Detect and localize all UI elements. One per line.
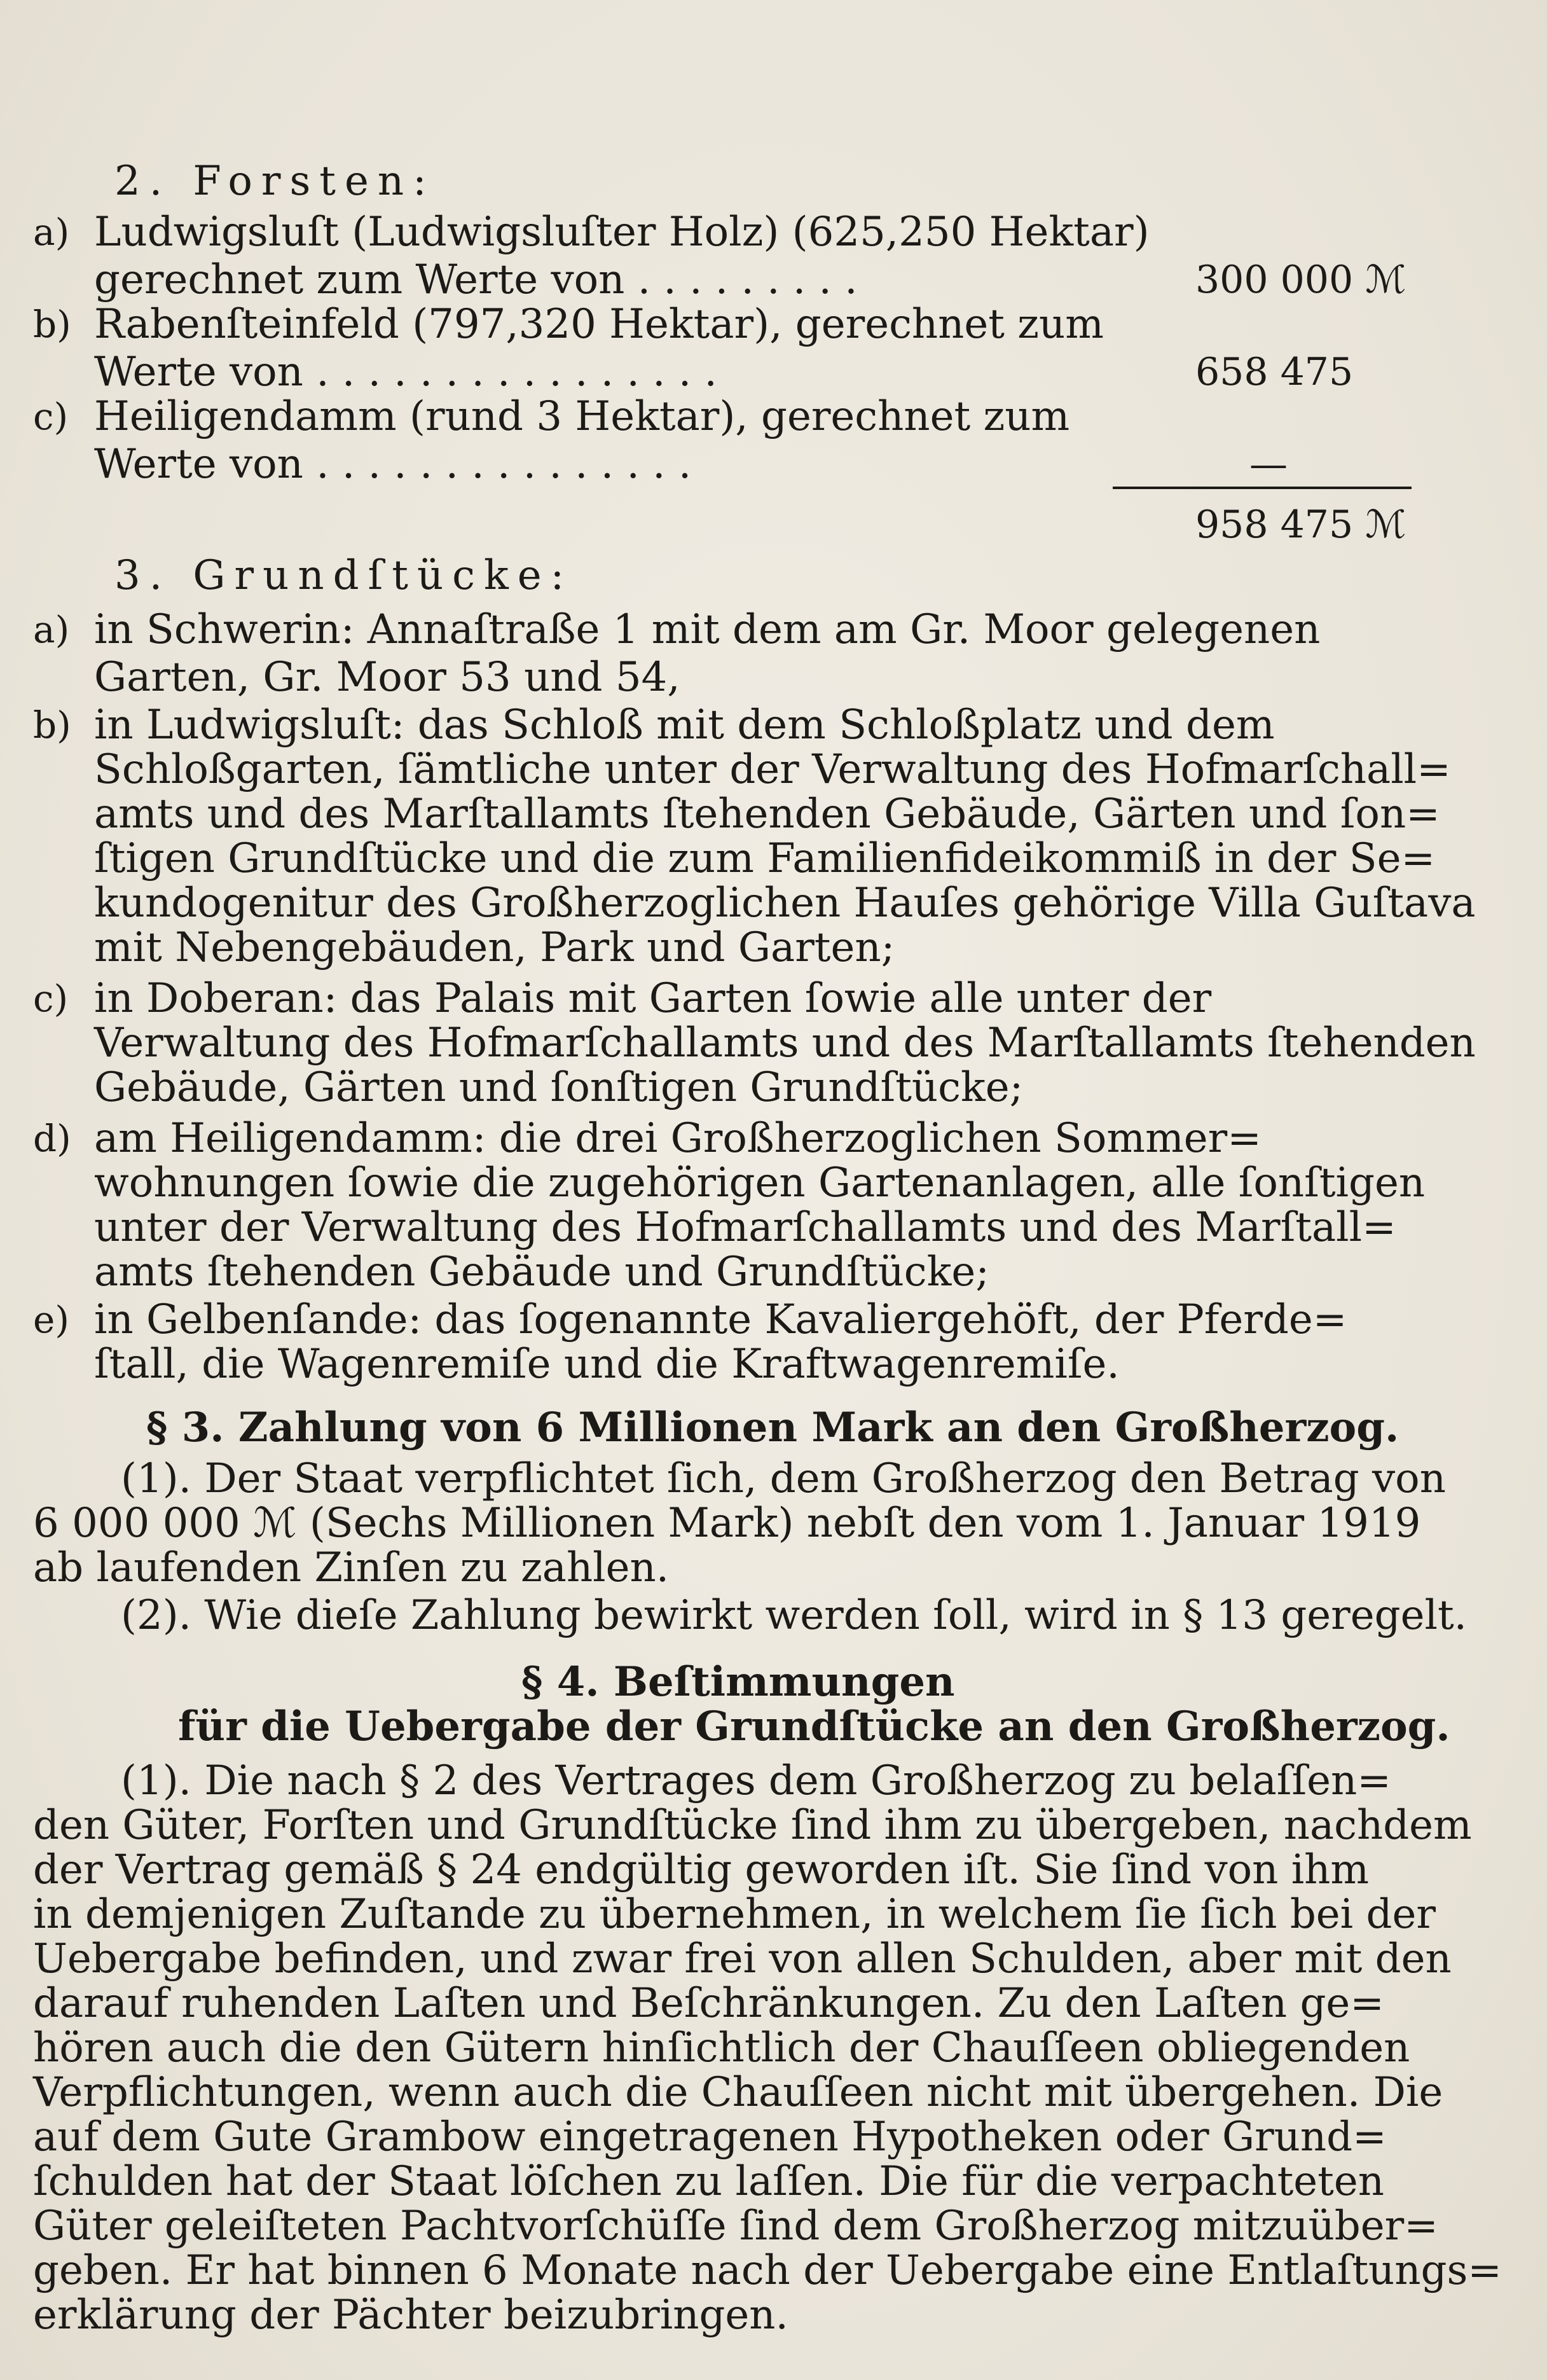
text-line: (1). Die nach § 2 des Vertrages dem Großherzog zu belaſſen=: [121, 1757, 1391, 1804]
section-heading-forsten: 2. Forsten:: [114, 158, 436, 205]
item-label: d): [33, 1117, 71, 1160]
text-line: Gebäude, Gärten und ſonſtigen Grundſtücke;: [94, 1064, 1024, 1111]
text-line: in Schwerin: Annaſtraße 1 mit dem am Gr. Moor gelegenen: [94, 606, 1321, 653]
text-line: Garten, Gr. Moor 53 und 54,: [94, 654, 680, 701]
paragraph-heading: § 4. Beſtimmungen: [521, 1658, 955, 1706]
text-line: in Ludwigsluſt: das Schloß mit dem Schloßplatz und dem: [94, 702, 1275, 749]
text-line: gerechnet zum Werte von . . . . . . . . .: [94, 256, 858, 303]
text-line: in Doberan: das Palais mit Garten ſowie alle unter der: [94, 975, 1212, 1022]
text-line: (1). Der Staat verpflichtet ſich, dem Großherzog den Betrag von: [121, 1455, 1446, 1502]
text-line: erklärung der Pächter beizubringen.: [33, 2292, 788, 2339]
text-line: Güter geleiſteten Pachtvorſchüſſe ſind dem Großherzog mitzuüber=: [33, 2203, 1438, 2250]
text-line: unter der Verwaltung des Hofmarſchallamts und des Marſtall=: [94, 1204, 1396, 1251]
text-line: Verwaltung des Hofmarſchallamts und des Marſtallamts ſtehenden: [94, 1020, 1476, 1067]
text-line: der Vertrag gemäß § 24 endgültig geworden iſt. Sie ſind von ihm: [33, 1846, 1370, 1893]
text-line: geben. Er hat binnen 6 Monate nach der Uebergabe eine Entlaſtungs=: [33, 2247, 1502, 2294]
text-line: Ludwigsluſt (Ludwigsluſter Holz) (625,250 Hektar): [94, 209, 1150, 256]
paragraph-subheading: für die Uebergabe der Grundſtücke an den Großherzog.: [178, 1703, 1450, 1750]
text-line: ab laufenden Zinſen zu zahlen.: [33, 1544, 670, 1591]
sum-rule: [1113, 487, 1412, 489]
amount-value: 658 475: [1195, 350, 1354, 394]
text-line: 6 000 000 ℳ (Sechs Millionen Mark) nebſt den vom 1. Januar 1919: [33, 1500, 1421, 1547]
section-heading-grundstuecke: 3. Grundſtücke:: [114, 552, 574, 599]
amount-value: —: [1249, 442, 1288, 487]
item-label: a): [33, 608, 70, 651]
item-label: c): [33, 977, 69, 1020]
text-line: mit Nebengebäuden, Park und Garten;: [94, 924, 895, 971]
text-line: Werte von . . . . . . . . . . . . . . . .: [94, 349, 717, 396]
item-label: c): [33, 395, 69, 438]
text-line: Verpflichtungen, wenn auch die Chauſſeen nicht mit übergehen. Die: [33, 2069, 1443, 2116]
item-label: b): [33, 703, 71, 747]
text-line: den Güter, Forſten und Grundſtücke ſind ihm zu übergeben, nachdem: [33, 1802, 1472, 1849]
item-label: a): [33, 211, 70, 254]
text-line: Werte von . . . . . . . . . . . . . . .: [94, 441, 692, 488]
text-line: ſtigen Grundſtücke und die zum Familienfideikommiß in der Se=: [94, 835, 1436, 882]
text-line: am Heiligendamm: die drei Großherzoglichen Sommer=: [94, 1115, 1262, 1162]
item-label: b): [33, 303, 71, 346]
text-line: in demjenigen Zuſtande zu übernehmen, in welchem ſie ſich bei der: [33, 1891, 1436, 1938]
text-line: ſchulden hat der Staat löſchen zu laſſen. Die für die verpachteten: [33, 2158, 1384, 2205]
total-amount: 958 475 ℳ: [1195, 502, 1406, 547]
text-line: (2). Wie dieſe Zahlung bewirkt werden ſoll, wird in § 13 geregelt.: [121, 1592, 1467, 1639]
text-line: auf dem Gute Grambow eingetragenen Hypotheken oder Grund=: [33, 2114, 1387, 2161]
paragraph-heading: § 3. Zahlung von 6 Millionen Mark an den Großherzog.: [146, 1404, 1399, 1451]
text-line: kundogenitur des Großherzoglichen Hauſes gehörige Villa Guſtava: [94, 880, 1476, 927]
text-line: amts und des Marſtallamts ſtehenden Gebäude, Gärten und ſon=: [94, 791, 1440, 838]
text-line: wohnungen ſowie die zugehörigen Gartenanlagen, alle ſonſtigen: [94, 1159, 1426, 1207]
text-line: ſtall, die Wagenremiſe und die Kraftwagenremiſe.: [94, 1341, 1120, 1388]
text-line: hören auch die den Gütern hinſichtlich der Chauſſeen obliegenden: [33, 2024, 1410, 2072]
text-line: amts ſtehenden Gebäude und Grundſtücke;: [94, 1249, 989, 1296]
text-line: Schloßgarten, ſämtliche unter der Verwaltung des Hofmarſchall=: [94, 746, 1451, 793]
text-line: darauf ruhenden Laſten und Beſchränkungen. Zu den Laſten ge=: [33, 1980, 1384, 2027]
item-label: e): [33, 1298, 69, 1341]
amount-value: 300 000 ℳ: [1195, 258, 1406, 302]
text-line: Rabenſteinfeld (797,320 Hektar), gerechnet zum: [94, 301, 1104, 348]
text-line: Heiligendamm (rund 3 Hektar), gerechnet zum: [94, 393, 1070, 440]
text-line: Uebergabe befinden, und zwar frei von allen Schulden, aber mit den: [33, 1935, 1452, 1982]
text-line: in Gelbenſande: das ſogenannte Kavaliergehöft, der Pferde=: [94, 1296, 1347, 1343]
